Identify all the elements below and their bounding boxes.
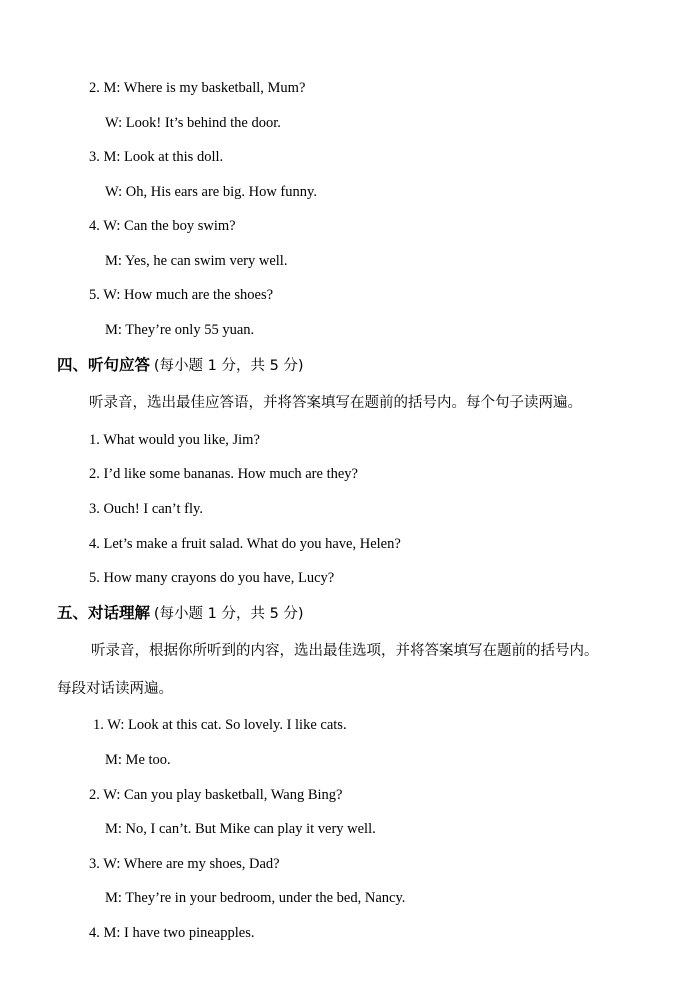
section-instruction: 听录音，选出最佳应答语，并将答案填写在题前的括号内。每个句子读两遍。 [89, 395, 582, 411]
question-line: 2. I’d like some bananas. How much are they? [89, 466, 358, 482]
section-heading [57, 355, 304, 376]
dialogue-line: 2. W: Can you play basketball, Wang Bing? [89, 787, 343, 803]
dialogue-line: M: Me too. [105, 752, 171, 768]
dialogue-line: 4. W: Can the boy swim? [89, 218, 236, 234]
section-heading [57, 603, 304, 624]
dialogue-line: M: They’re in your bedroom, under the bed, Nancy. [105, 890, 406, 906]
section-score-note: (每小题 1 分，共 5 分) [153, 358, 304, 374]
section-instruction: 每段对话读两遍。 [57, 681, 173, 697]
dialogue-line: 5. W: How much are the shoes? [89, 287, 274, 303]
dialogue-line: 2. M: Where is my basketball, Mum? [89, 80, 306, 96]
dialogue-line: 1. W: Look at this cat. So lovely. I like cats. [93, 717, 347, 733]
dialogue-line: 3. W: Where are my shoes, Dad? [89, 856, 280, 872]
question-line: 3. Ouch! I can’t fly. [89, 501, 203, 517]
question-line: 5. How many crayons do you have, Lucy? [89, 570, 335, 586]
section-title: 四、听句应答 [57, 356, 151, 374]
section-title: 五、对话理解 [57, 604, 151, 622]
dialogue-line: M: No, I can’t. But Mike can play it very well. [105, 821, 376, 837]
dialogue-line: W: Look! It’s behind the door. [105, 115, 281, 131]
dialogue-line: M: They’re only 55 yuan. [105, 322, 255, 338]
dialogue-line: W: Oh, His ears are big. How funny. [105, 184, 317, 200]
section-instruction: 听录音，根据你所听到的内容，选出最佳选项，并将答案填写在题前的括号内。 [91, 643, 599, 659]
question-line: 1. What would you like, Jim? [89, 432, 260, 448]
section-score-note: (每小题 1 分，共 5 分) [153, 606, 304, 622]
dialogue-line: 4. M: I have two pineapples. [89, 925, 255, 941]
question-line: 4. Let’s make a fruit salad. What do you have, Helen? [89, 536, 401, 552]
dialogue-line: 3. M: Look at this doll. [89, 149, 224, 165]
dialogue-line: M: Yes, he can swim very well. [105, 253, 288, 269]
